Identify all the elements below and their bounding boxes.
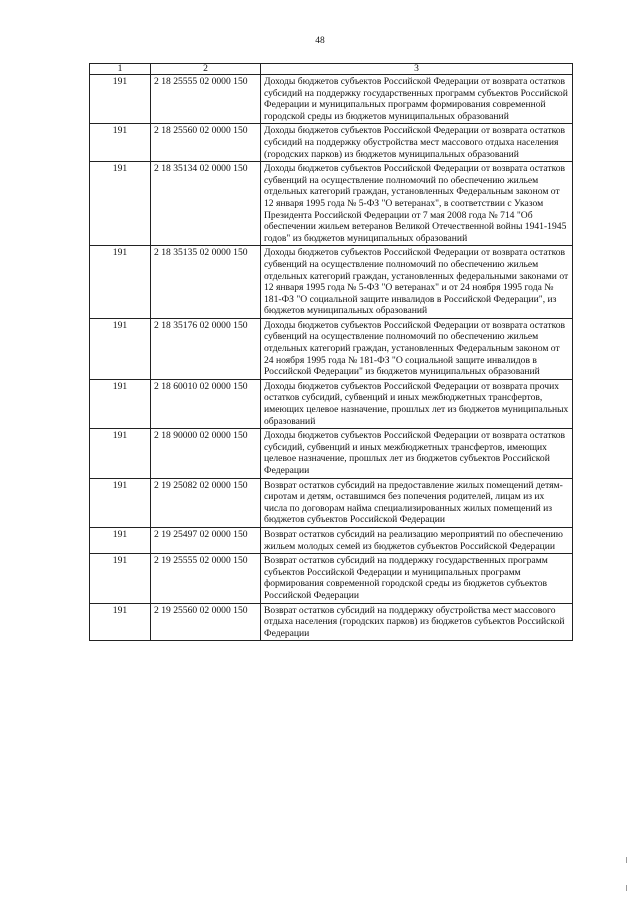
revenue-name-cell: Доходы бюджетов субъектов Российской Федерации от возврата прочих остатков субсидий, субвенций и иных межбюджетных трансфертов, имеющих целевое назначение, прошлых лет из бюджетов муниципальных образований (261, 379, 573, 428)
revenue-code-cell: 2 18 90000 02 0000 150 (151, 429, 261, 478)
page-number: 48 (315, 36, 325, 46)
admin-code-cell: 191 (90, 554, 151, 603)
admin-code-cell: 191 (90, 246, 151, 319)
revenue-name-cell: Возврат остатков субсидий на поддержку государственных программ субъектов Российской Федерации и муниципальных программ формирования современной городской среды из бюджетов субъектов Российской Федерации (261, 554, 573, 603)
admin-code-cell: 191 (90, 75, 151, 124)
table-row (90, 527, 573, 553)
admin-code-cell: 191 (90, 318, 151, 379)
revenue-code-cell: 2 19 25497 02 0000 150 (151, 527, 261, 553)
revenue-code-cell: 2 18 35134 02 0000 150 (151, 162, 261, 246)
table-row (90, 75, 573, 124)
admin-code-cell: 191 (90, 124, 151, 162)
admin-code-cell: 191 (90, 162, 151, 246)
revenue-name-cell: Доходы бюджетов субъектов Российской Федерации от возврата остатков субвенций на осуществление полномочий по обеспечению жильем отдельных категорий граждан, установленных Федеральным законом от 12 января 1995 года № 5-ФЗ "О ветеранах", в соответствии с Указом Президента Российской Федерации от 7 мая 2008 года № 714 "Об обеспечении жильем ветеранов Великой Отечественной войны 1941-1945 годов" из бюджетов муниципальных образований (261, 162, 573, 246)
revenue-name-cell: Доходы бюджетов субъектов Российской Федерации от возврата остатков субвенций на осуществление полномочий по обеспечению жильем отдельных категорий граждан, установленных Федеральным законом от 24 ноября 1995 года № 181-ФЗ "О социальной защите инвалидов в Российской Федерации" из бюджетов муниципальных образований (261, 318, 573, 379)
admin-code-cell: 191 (90, 379, 151, 428)
table-row (90, 554, 573, 603)
revenue-name-cell: Доходы бюджетов субъектов Российской Федерации от возврата остатков субсидий на поддержку обустройства мест массового отдыха населения (городских парков) из бюджетов муниципальных образований (261, 124, 573, 162)
revenue-code-cell: 2 18 25560 02 0000 150 (151, 124, 261, 162)
table-header-row (90, 64, 573, 75)
revenue-name-cell: Возврат остатков субсидий на реализацию мероприятий по обеспечению жильем молодых семей из бюджетов субъектов Российской Федерации (261, 527, 573, 553)
scan-edge-mark (626, 885, 627, 891)
scan-edge-mark (626, 857, 627, 863)
revenue-code-cell: 2 18 60010 02 0000 150 (151, 379, 261, 428)
table-row (90, 162, 573, 246)
table-row (90, 318, 573, 379)
column-header-2: 2 (151, 64, 261, 75)
admin-code-cell: 191 (90, 429, 151, 478)
revenue-name-cell: Возврат остатков субсидий на поддержку обустройства мест массового отдыха населения (городских парков) из бюджетов субъектов Российской Федерации (261, 603, 573, 641)
table-row (90, 603, 573, 641)
revenue-code-cell: 2 19 25560 02 0000 150 (151, 603, 261, 641)
admin-code-cell: 191 (90, 603, 151, 641)
revenue-code-cell: 2 18 35135 02 0000 150 (151, 246, 261, 319)
admin-code-cell: 191 (90, 527, 151, 553)
revenue-name-cell: Доходы бюджетов субъектов Российской Федерации от возврата остатков субсидий, субвенций и иных межбюджетных трансфертов, имеющих целевое назначение, прошлых лет из бюджетов субъектов Российской Федерации (261, 429, 573, 478)
revenue-name-cell: Возврат остатков субсидий на предоставление жилых помещений детям-сиротам и детям, оставшимся без попечения родителей, лицам из их числа по договорам найма специализированных жилых помещений из бюджетов субъектов Российской Федерации (261, 478, 573, 527)
table-row (90, 246, 573, 319)
revenue-name-cell: Доходы бюджетов субъектов Российской Федерации от возврата остатков субвенций на осуществление полномочий по обеспечению жильем отдельных категорий граждан, установленных федеральными законами от 12 января 1995 года № 5-ФЗ "О ветеранах" и от 24 ноября 1995 года № 181-ФЗ "О социальной защите инвалидов в Российской Федерации", из бюджетов муниципальных образований (261, 246, 573, 319)
table-row (90, 429, 573, 478)
table-row (90, 478, 573, 527)
table-row (90, 124, 573, 162)
column-header-1: 1 (90, 64, 151, 75)
admin-code-cell: 191 (90, 478, 151, 527)
revenue-code-cell: 2 19 25082 02 0000 150 (151, 478, 261, 527)
table-row (90, 379, 573, 428)
column-header-3: 3 (261, 64, 573, 75)
revenue-code-cell: 2 18 25555 02 0000 150 (151, 75, 261, 124)
revenue-name-cell: Доходы бюджетов субъектов Российской Федерации от возврата остатков субсидий на поддержку государственных программ субъектов Российской Федерации и муниципальных программ формирования современной городской среды из бюджетов муниципальных образований (261, 75, 573, 124)
budget-codes-table (89, 63, 573, 641)
revenue-code-cell: 2 18 35176 02 0000 150 (151, 318, 261, 379)
revenue-code-cell: 2 19 25555 02 0000 150 (151, 554, 261, 603)
